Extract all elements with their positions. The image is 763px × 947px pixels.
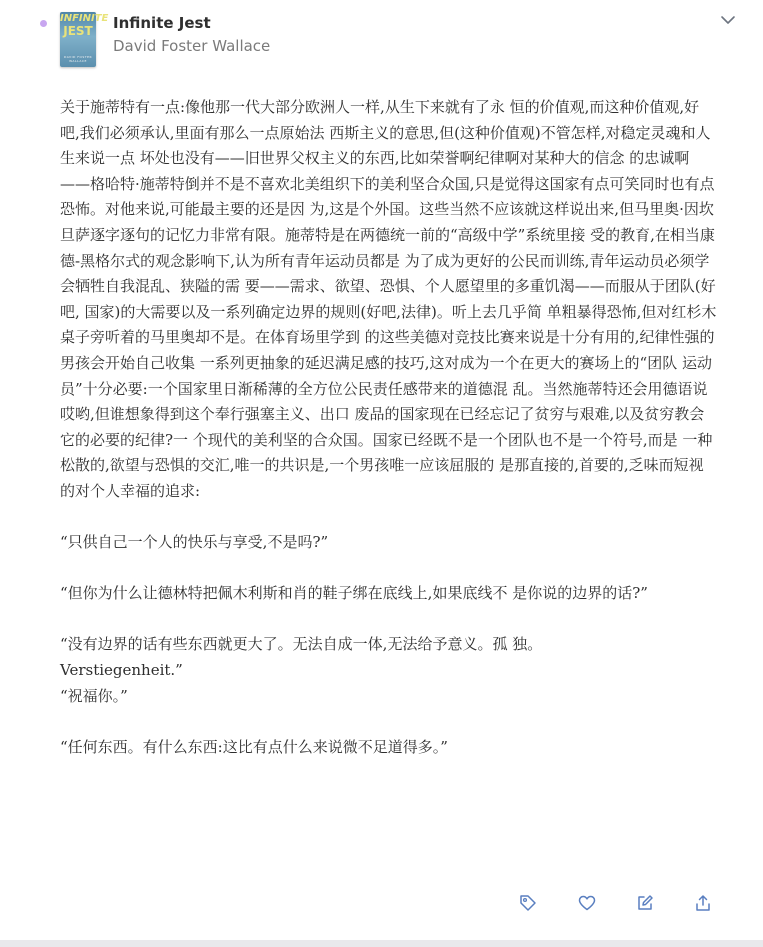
book-cover[interactable]	[60, 12, 109, 67]
highlight-paragraph: “没有边界的话有些东西就更大了。无法自成一体,无法给予意义。孤 独。	[60, 635, 543, 654]
chevron-down-icon[interactable]	[719, 12, 737, 26]
share-icon[interactable]	[693, 893, 713, 913]
highlight-paragraph: “只供自己一个人的快乐与享受,不是吗?”	[60, 533, 329, 552]
highlight-paragraph: 关于施蒂特有一点:像他那一代大部分欧洲人一样,从生下来就有了永 恒的价值观,而这种价值观,好吧,我们必须承认,里面有那么一点原始法 西斯主义的意思,但(这种价值观)不管怎样,对稳定灵魂和人生来说一点 坏处也没有——旧世界父权主义的东西,比如荣誉啊纪律啊对某种大的信念 的忠诚啊——格哈特·施蒂特倒并不是不喜欢北美组织下的美利坚合众国,只是觉得这国家有点可笑同时也有点恐怖。对他来说,可能最主要的还是因 为,这是个外国。这些当然不应该就这样说出来,但马里奥·因坎旦萨逐字逐句的记忆力非常有限。施蒂特是在两德统一前的“高级中学”系统里接 受的教育,在相当康德-黑格尔式的观念影响下,认为所有青年运动员都是 为了成为更好的公民而训练,青年运动员必须学会牺牲自我混乱、狭隘的需 要——需求、欲望、恐惧、个人愿望里的多重饥渴——而服从于团队(好吧, 国家)的大需要以及一系列确定边界的规则(好吧,法律)。听上去几乎简 单粗暴得恐怖,但对红杉木桌子旁听着的马里奥却不是。在体育场里学到 的这些美德对竞技比赛来说是十分有用的,纪律性强的男孩会开始自己收集 一系列更抽象的延迟满足感的技巧,这对成为一个在更大的赛场上的“团队 运动员”十分必要:一个国家里日渐稀薄的全方位公民责任感带来的道德混 乱。当然施蒂特还会用德语说哎哟,但谁想象得到这个奉行强塞主义、出口 废品的国家现在已经忘记了贫穷与艰难,以及贫穷教会它的必要的纪律?一 个现代的美利坚的合众国。国家已经既不是一个团队也不是一个符号,而是 一种松散的,欲望与恐惧的交汇,唯一的共识是,一个男孩唯一应该屈服的 是那直接的,首要的,乏味而短视的对个人幸福的追求:	[60, 98, 717, 500]
highlight-paragraph: “但你为什么让德林特把佩木利斯和肖的鞋子绑在底线上,如果底线不 是你说的边界的话?”	[60, 584, 648, 603]
book-author[interactable]: David Foster Wallace	[113, 37, 271, 55]
heart-icon[interactable]	[577, 893, 597, 913]
action-bar	[0, 893, 763, 913]
card-divider	[0, 940, 763, 947]
cover-title-line-2: JEST	[63, 24, 93, 38]
unread-dot	[40, 20, 47, 27]
tag-icon[interactable]	[518, 893, 538, 913]
edit-icon[interactable]	[635, 893, 655, 913]
cover-title-line-1: INFINITE	[60, 13, 109, 24]
book-title[interactable]: Infinite Jest	[113, 14, 211, 32]
highlight-text	[60, 95, 718, 760]
highlight-paragraph: “任何东西。有什么东西:这比有点什么来说微不足道得多。”	[60, 737, 448, 756]
highlight-paragraph: Verstiegenheit.”	[60, 661, 183, 680]
cover-byline: DAVID FOSTER WALLACE	[63, 55, 93, 63]
highlight-paragraph: “祝福你。”	[60, 686, 128, 705]
